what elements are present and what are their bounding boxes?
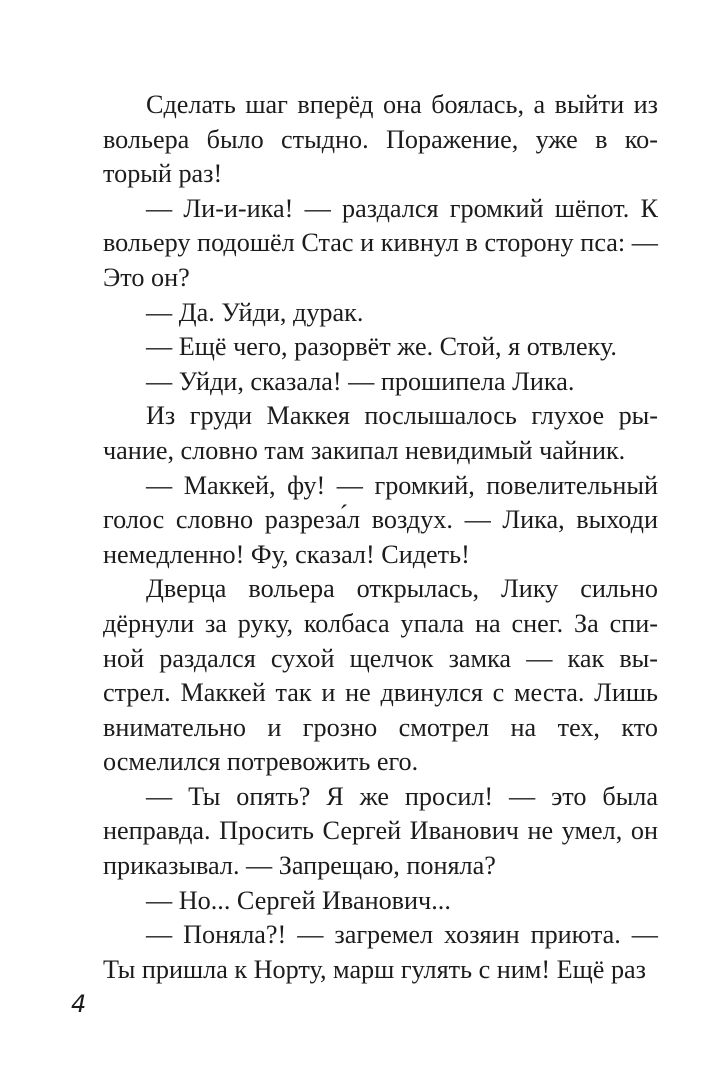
paragraph: — Уйди, сказала! — прошипела Лика. bbox=[146, 366, 575, 396]
paragraph: — Ли-и-ика! — раздался громкий шёпот. К вольеру подошёл Стас и кивнул в сторону пса: — Это он? bbox=[103, 193, 658, 292]
paragraph: — Да. Уйди, дурак. bbox=[146, 297, 364, 327]
paragraph: — Но... Сергей Иванович... bbox=[146, 885, 451, 915]
page-number: 4 bbox=[71, 990, 87, 1018]
body-text bbox=[103, 88, 658, 987]
paragraph: — Ещё чего, разорвёт же. Стой, я отвлеку. bbox=[146, 332, 617, 362]
paragraph: — Маккей, фу! — громкий, повелительный голос словно разреза́л воздух. — Лика, выходи немедленно! Фу, сказал! Сидеть! bbox=[103, 470, 658, 569]
paragraph: — Ты опять? Я же просил! — это была неправда. Просить Сергей Иванович не умел, он приказывал. — Запрещаю, поняла? bbox=[103, 781, 658, 881]
paragraph: Из груди Маккея послышалось глухое ры-чание, словно там закипал невидимый чайник. bbox=[103, 401, 658, 465]
paragraph: Дверца вольера открылась, Лику сильно дёрнули за руку, колбаса упала на снег. За спи-ной раздался сухой щелчок замка — как вы-стрел. Маккей так и не двинулся с места. Лишь внимательно и грозно смотрел на тех, кто осмелился потревожить его. bbox=[103, 574, 658, 777]
paragraph: — Поняла?! — загремел хозяин приюта. — Ты пришла к Норту, марш гулять с ним! Ещё раз bbox=[103, 920, 658, 984]
paragraph: Сделать шаг вперёд она боялась, а выйти из вольера было стыдно. Поражение, уже в ко-торый раз! bbox=[103, 90, 658, 189]
